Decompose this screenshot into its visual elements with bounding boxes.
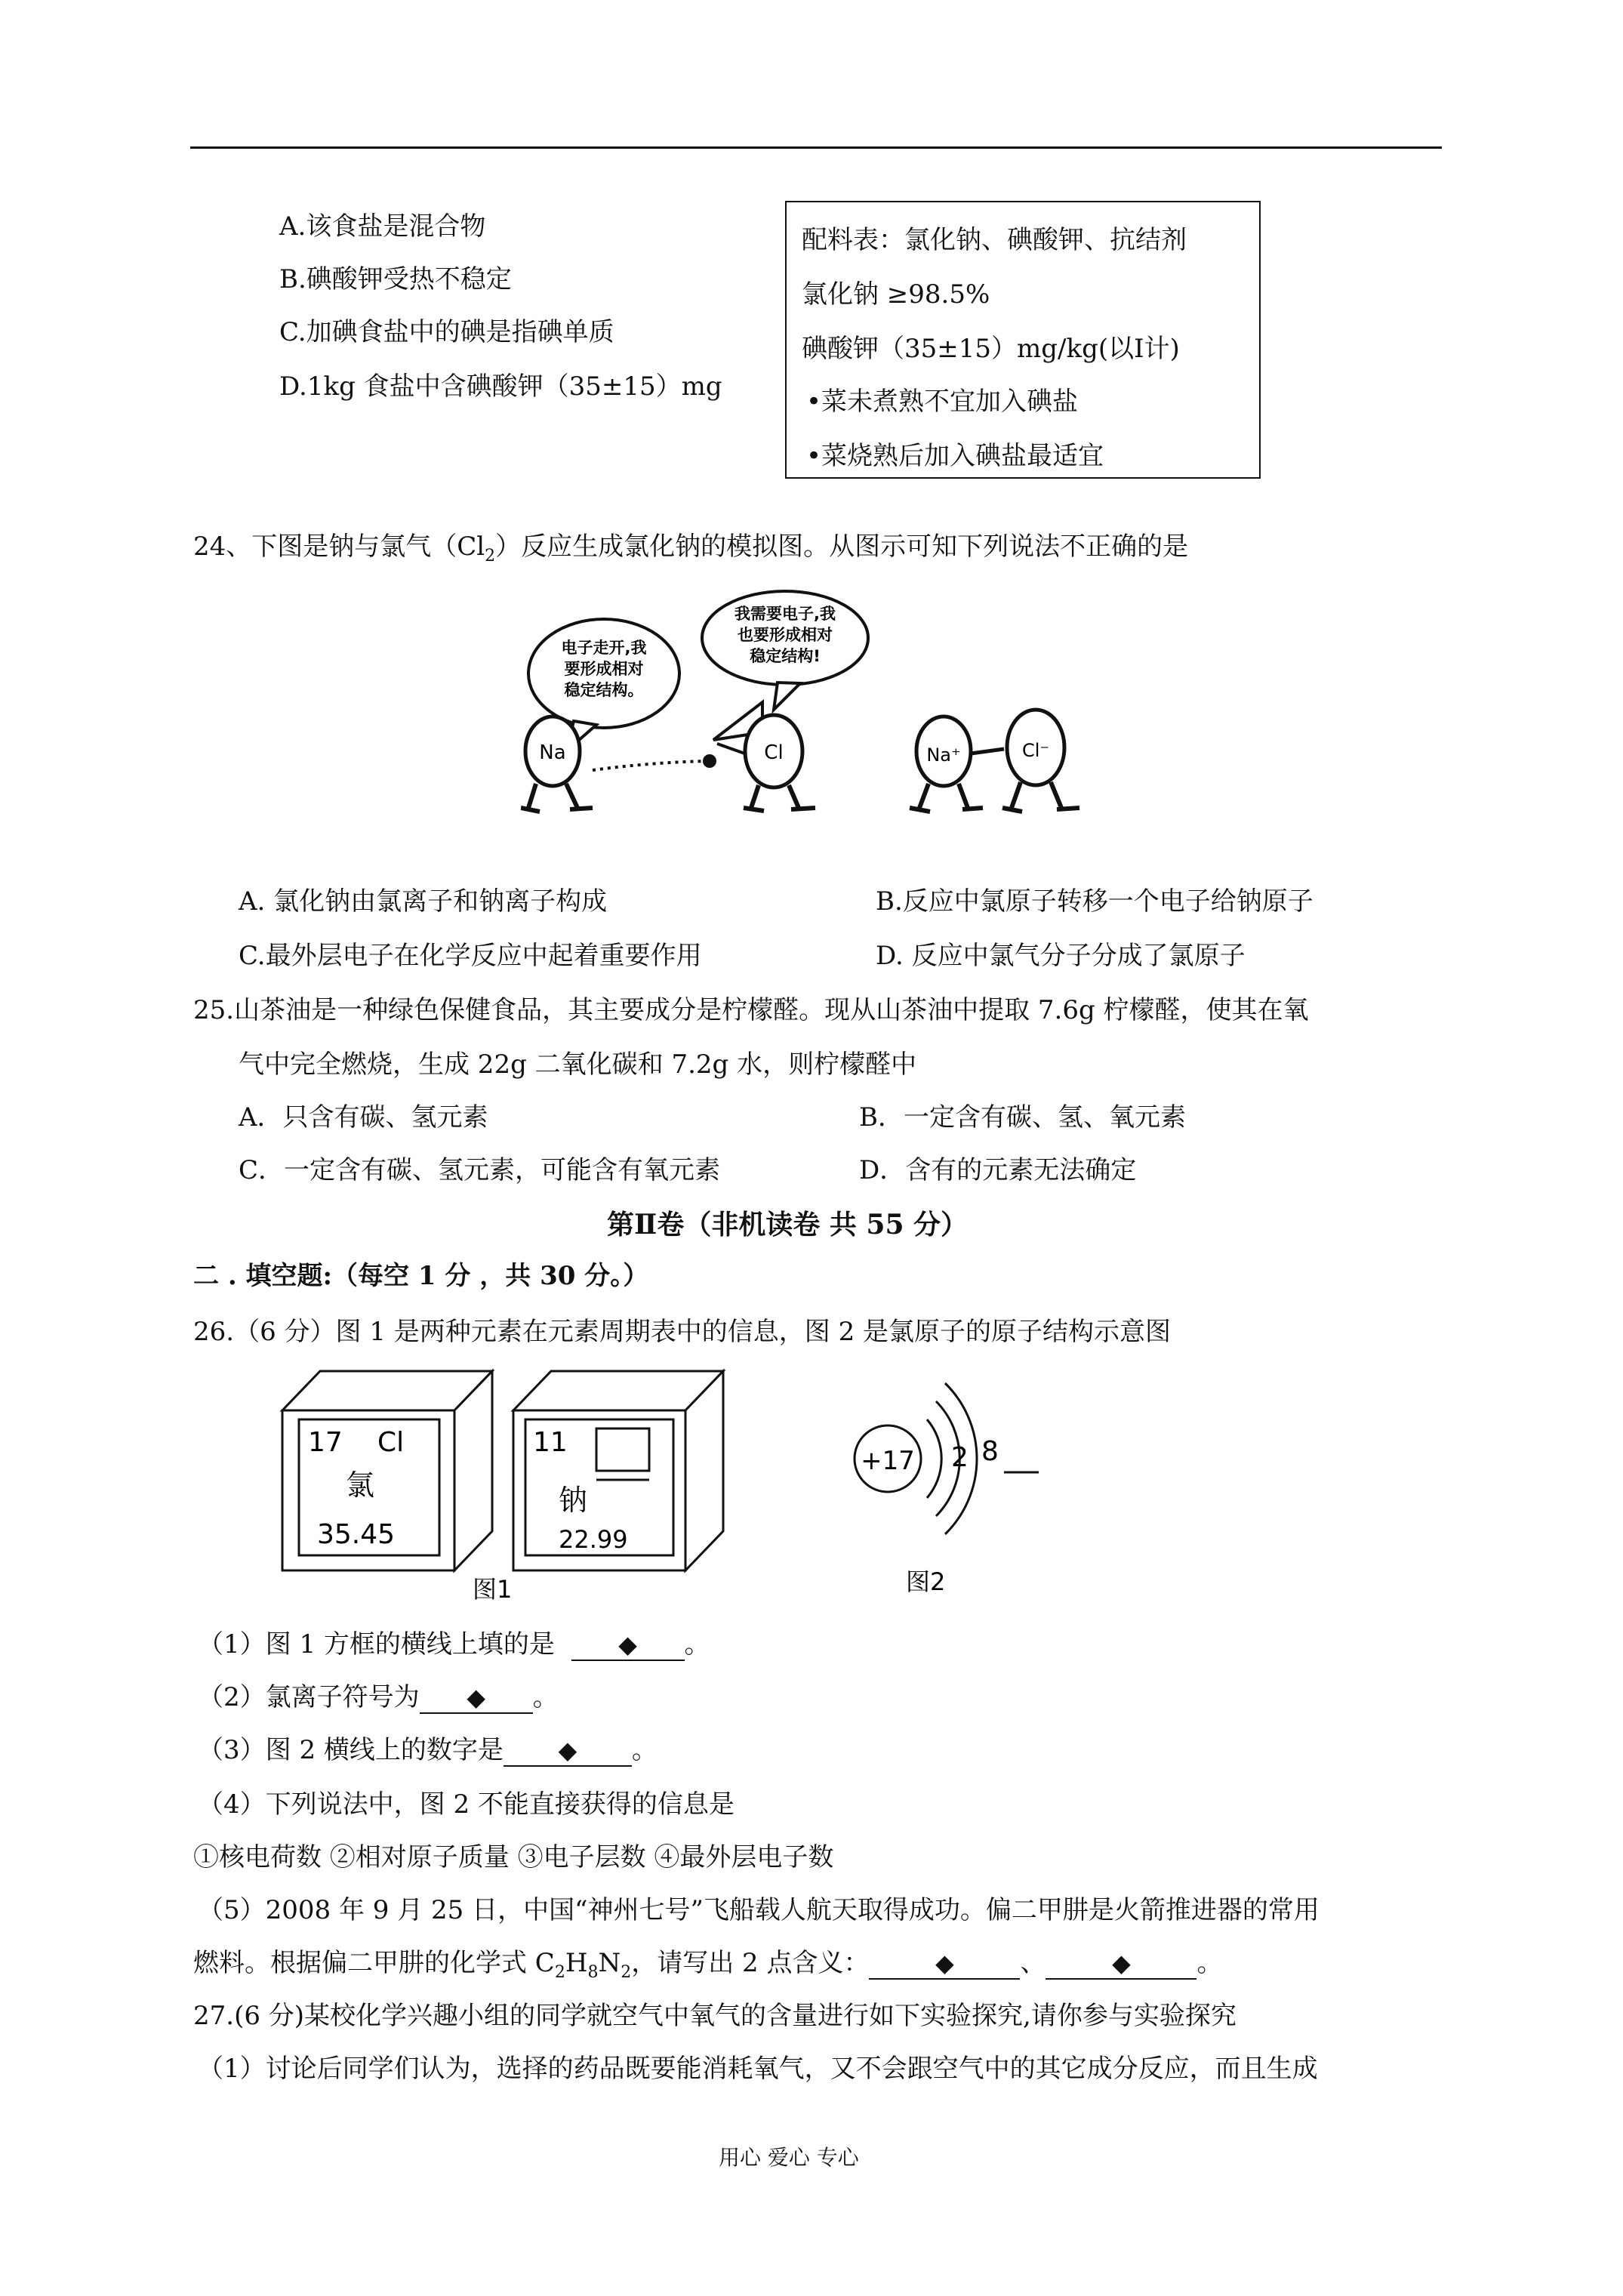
bubble-right-line3: 稳定结构! <box>750 647 821 665</box>
bubble-right-line1: 我需要电子,我 <box>735 605 836 623</box>
q26-figures <box>272 1359 1072 1601</box>
q27-stem: 27.(6 分)某校化学兴趣小组的同学就空气中氧气的含量进行如下实验探究,请你参与实验探究 <box>193 2001 1236 2031</box>
q23-option-d: D.1kg 食盐中含碘酸钾（35±15）mg <box>279 371 722 402</box>
q24-stem: 24、下图是钠与氯气$(Cl_2)$反应生成氯化钠的模拟图。从图示可知下列说法不正确的是 <box>193 532 1189 566</box>
blank-3[interactable]: ◆ <box>504 1735 632 1767</box>
section-2-title: 第Ⅱ卷（非机读卷 共 55 分） <box>607 1209 969 1240</box>
q23-option-a: A.该食盐是混合物 <box>279 211 486 242</box>
na-atomic-number: 11 <box>533 1427 568 1458</box>
q25-option-a: A．只含有碳、氢元素 <box>239 1102 488 1133</box>
fig1-caption: 图1 <box>473 1575 513 1601</box>
q26-sub3: （3）图 2 横线上的数字是 ◆ 。 <box>198 1735 658 1765</box>
na-symbol-blank-box <box>596 1428 649 1471</box>
q26-sub5-line2: 燃料。根据偏二甲肼的化学式 $C_2H_8N_2$，请写出 2 点含义： ◆ 、 ◆ 。 <box>193 1948 1223 1982</box>
page-footer: 用心 爱心 专心 <box>719 2145 859 2170</box>
q26-sub4-options: ①核电荷数 ②相对原子质量 ③电子层数 ④最外层电子数 <box>193 1842 834 1872</box>
q26-stem: 26.（6 分）图 1 是两种元素在元素周期表中的信息，图 2 是氯原子的原子结构示意图 <box>193 1317 1172 1347</box>
q25-option-c: C．一定含有碳、氢元素，可能含有氧元素 <box>239 1155 721 1185</box>
bubble-left-line3: 稳定结构。 <box>564 681 644 699</box>
q24-option-c: C.最外层电子在化学反应中起着重要作用 <box>239 941 702 971</box>
q24-option-d: D. 反应中氯气分子分成了氯原子 <box>876 941 1246 971</box>
q24-option-b: B.反应中氯原子转移一个电子给钠原子 <box>876 886 1313 917</box>
na-name: 钠 <box>559 1484 588 1517</box>
cl-atomic-mass: 35.45 <box>317 1519 396 1550</box>
blank-4[interactable]: ◆ <box>869 1948 1020 1980</box>
q23-option-b: B.碘酸钾受热不稳定 <box>279 264 512 294</box>
cl-label: Cl <box>764 741 784 764</box>
shell1-electrons: 2 <box>951 1442 969 1473</box>
bubble-left-line1: 电子走开,我 <box>561 639 647 657</box>
blank-2[interactable]: ◆ <box>420 1682 533 1714</box>
section-2-part-title: 二 . 填空题:（每空 1 分 ，共 30 分。） <box>193 1261 649 1291</box>
na-ion-label: Na⁺ <box>926 744 961 766</box>
fig2-caption: 图2 <box>906 1567 946 1596</box>
electron-path <box>593 761 706 770</box>
cl-symbol: Cl <box>377 1427 405 1458</box>
q25-option-d: D．含有的元素无法确定 <box>859 1155 1137 1185</box>
sodium-ion-figure <box>910 717 983 812</box>
q23-option-c: C.加碘食盐中的碘是指碘单质 <box>279 317 614 347</box>
header-rule <box>190 146 1442 149</box>
q26-sub1: （1）图 1 方框的横线上填的是 ◆ 。 <box>198 1629 710 1660</box>
q26-sub2: （2）氯离子符号为 ◆ 。 <box>198 1682 559 1712</box>
chlorine-atom-structure <box>855 1383 1039 1534</box>
label-line-nacl: 氯化钠 ≥98.5% <box>802 279 990 310</box>
chloride-ion-figure <box>971 710 1079 812</box>
q26-sub4: （4）下列说法中，图 2 不能直接获得的信息是 <box>198 1789 735 1820</box>
label-line-tip2: •菜烧熟后加入碘盐最适宜 <box>806 441 1104 471</box>
speech-bubble-right <box>702 591 868 710</box>
nucleus-charge: +17 <box>861 1446 915 1476</box>
q27-sub1: （1）讨论后同学们认为，选择的药品既要能消耗氧气，又不会跟空气中的其它成分反应，而且生成 <box>198 2054 1318 2084</box>
sodium-chlorine-cartoon <box>521 589 1095 831</box>
q25-stem-line1: 25.山茶油是一种绿色保健食品，其主要成分是柠檬醛。现从山茶油中提取 7.6g 柠檬醛，使其在氧 <box>193 995 1309 1025</box>
na-label: Na <box>539 741 566 764</box>
cl-atomic-number: 17 <box>308 1427 343 1458</box>
bubble-left-line2: 要形成相对 <box>564 660 644 678</box>
bubble-right-line2: 也要形成相对 <box>738 626 833 644</box>
q25-stem-line2: 气中完全燃烧，生成 22g 二氧化碳和 7.2g 水，则柠檬醛中 <box>239 1049 917 1080</box>
shell2-electrons: 8 <box>981 1436 999 1467</box>
q25-option-b: B．一定含有碳、氢、氧元素 <box>859 1102 1186 1133</box>
q24-option-a: A. 氯化钠由氯离子和钠离子构成 <box>239 886 608 917</box>
chlorine-element-card <box>282 1371 492 1570</box>
electron-icon <box>703 754 716 768</box>
label-line-kio3: 碘酸钾（35±15）mg/kg(以Ⅰ计) <box>802 334 1180 364</box>
na-atomic-mass: 22.99 <box>559 1525 628 1554</box>
label-line-tip1: •菜未煮熟不宜加入碘盐 <box>806 387 1079 417</box>
label-line-ingredients: 配料表：氯化钠、碘酸钾、抗结剂 <box>802 225 1187 255</box>
blank-5[interactable]: ◆ <box>1046 1948 1196 1980</box>
sodium-element-card <box>513 1371 723 1570</box>
chlorine-atom-figure <box>713 702 815 811</box>
q26-sub5-line1: （5）2008 年 9 月 25 日，中国“神州七号”飞船载人航天取得成功。偏二甲肼是火箭推进器的常用 <box>198 1895 1320 1925</box>
cl-ion-label: Cl⁻ <box>1021 740 1050 761</box>
blank-1[interactable]: ◆ <box>571 1629 685 1661</box>
cl-name: 氯 <box>346 1469 375 1502</box>
